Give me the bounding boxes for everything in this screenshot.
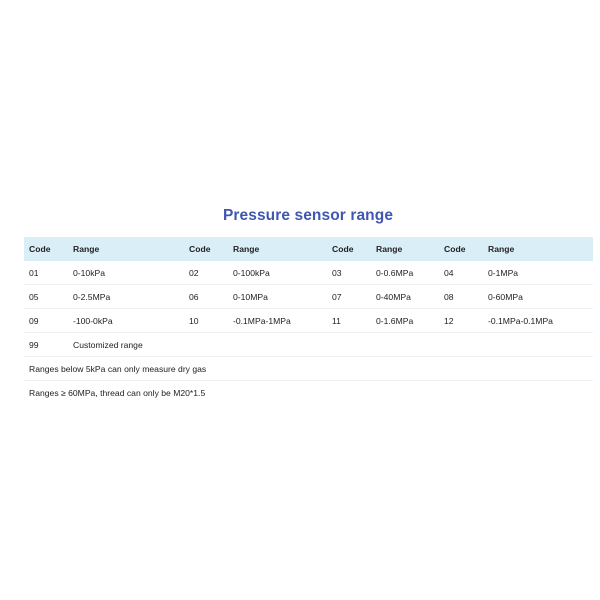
column-header-code: Code <box>332 244 354 254</box>
note-thread: Ranges ≥ 60MPa, thread can only be M20*1.5 <box>29 387 206 398</box>
table-row-custom <box>24 333 593 357</box>
note-row <box>24 357 593 381</box>
range-cell: 0-10kPa <box>68 261 184 285</box>
pressure-range-table <box>24 237 593 404</box>
table-row <box>24 285 593 309</box>
code-cell: 08 <box>439 285 483 309</box>
column-header-range: Range <box>376 244 403 254</box>
code-cell: 05 <box>24 285 68 309</box>
range-cell: 0-10MPa <box>228 285 327 309</box>
code-cell: 12 <box>439 309 483 333</box>
column-header-code: Code <box>444 244 466 254</box>
table-header-row <box>24 237 593 261</box>
column-header-code: Code <box>189 244 211 254</box>
range-cell: 0-60MPa <box>483 285 593 309</box>
range-cell: 0-0.6MPa <box>371 261 439 285</box>
range-cell: 0-40MPa <box>371 285 439 309</box>
code-cell: 10 <box>184 309 228 333</box>
range-cell: -100-0kPa <box>68 309 184 333</box>
note-row <box>24 381 593 405</box>
code-cell: 01 <box>24 261 68 285</box>
code-cell: 07 <box>327 285 371 309</box>
range-cell: 0-1MPa <box>483 261 593 285</box>
range-cell: 0-1.6MPa <box>371 309 439 333</box>
column-header-range: Range <box>73 244 100 254</box>
page-title: Pressure sensor range <box>222 207 394 224</box>
code-cell: 02 <box>184 261 228 285</box>
range-cell: 0-2.5MPa <box>68 285 184 309</box>
range-cell: 0-100kPa <box>228 261 327 285</box>
range-cell: Customized range <box>68 333 593 357</box>
range-cell: -0.1MPa-1MPa <box>228 309 327 333</box>
code-cell: 04 <box>439 261 483 285</box>
column-header-range: Range <box>233 244 260 254</box>
code-cell: 99 <box>24 333 68 357</box>
code-cell: 03 <box>327 261 371 285</box>
table-row <box>24 261 593 285</box>
range-cell: -0.1MPa-0.1MPa <box>483 309 593 333</box>
column-header-code: Code <box>29 244 51 254</box>
column-header-range: Range <box>488 244 515 254</box>
table-row <box>24 309 593 333</box>
code-cell: 06 <box>184 285 228 309</box>
code-cell: 09 <box>24 309 68 333</box>
note-dry-gas: Ranges below 5kPa can only measure dry gas <box>24 357 593 381</box>
code-cell: 11 <box>327 309 371 333</box>
